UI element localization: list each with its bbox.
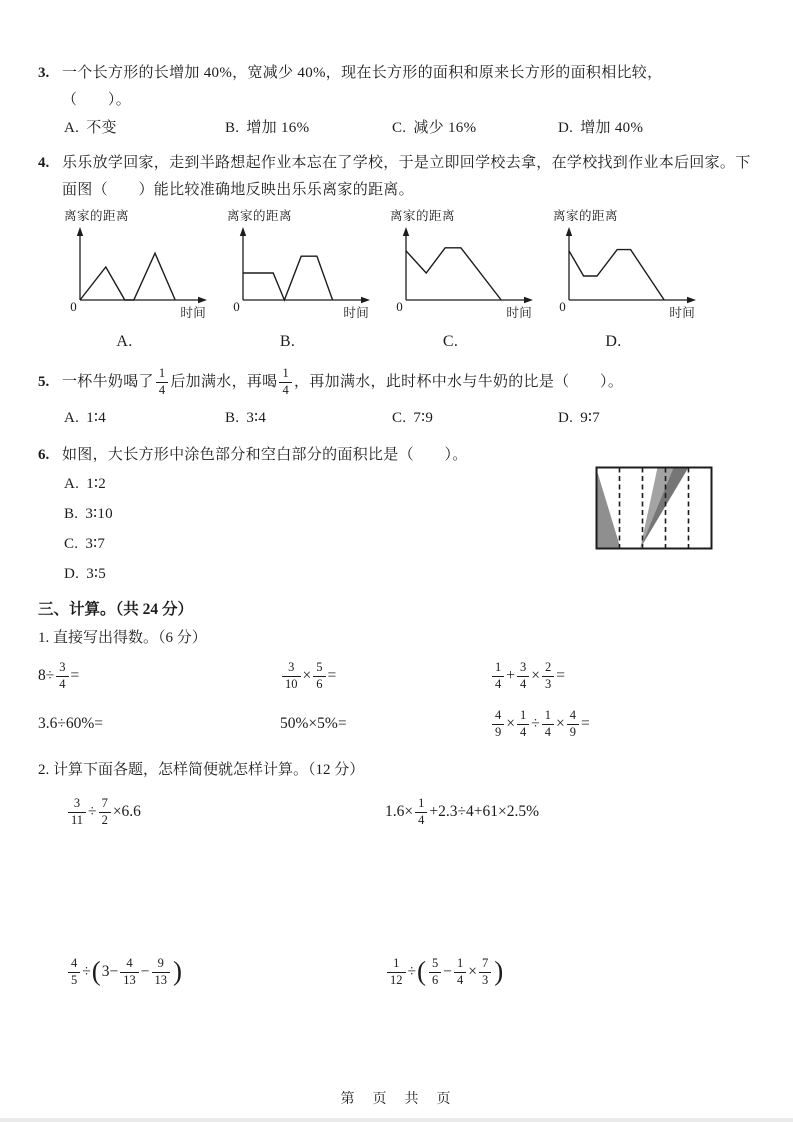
graph-letter-label: D. (605, 333, 622, 350)
fraction: $\frac{1}{4}$ (492, 661, 504, 692)
math-text: 8÷ (38, 667, 55, 684)
math-text: 3− (101, 963, 119, 980)
fraction: $\frac{1}{4}$ (415, 797, 427, 828)
math-text: × (302, 667, 312, 684)
option-d (64, 559, 755, 589)
svg-text:0: 0 (70, 299, 77, 314)
simplify-calc-row-1 (38, 789, 755, 835)
option-c (392, 115, 558, 142)
math-text: ÷ (407, 963, 417, 980)
option-text: 3∶7 (85, 536, 106, 552)
fraction: $\frac{2}{3}$ (542, 661, 554, 692)
fraction: $\frac{7}{2}$ (99, 797, 111, 828)
rectangle-figure-svg (595, 466, 713, 550)
graph-y-axis-label: 离家的距离 (390, 209, 456, 223)
option-text: 减少 16% (413, 120, 477, 136)
math-text: × (506, 715, 515, 732)
mental-calc-row-2 (38, 703, 755, 745)
question-4 (38, 150, 755, 352)
option-label: D. (64, 566, 80, 582)
svg-text:0: 0 (396, 299, 403, 314)
graph-svg (223, 224, 383, 322)
fraction: $\frac{5}{6}$ (313, 661, 325, 692)
question-6-number: 6. (38, 447, 50, 463)
question-6 (38, 442, 755, 589)
math-text: = (581, 715, 590, 732)
expression (38, 661, 280, 692)
option-text: 3∶4 (246, 410, 267, 426)
question-3-stem: 一个长方形的长增加 40%，宽减少 40%，现在长方形的面积和原来长方形的面积相比较， (62, 65, 663, 81)
math-text: 3.6÷60%= (38, 715, 104, 732)
option-d (558, 405, 755, 432)
question-3-options (62, 115, 755, 142)
svg-text:时间: 时间 (669, 306, 695, 320)
graph-letter-label: C. (442, 333, 459, 350)
option-text: 3∶5 (86, 566, 106, 582)
option-a (64, 115, 225, 142)
math-text: 1.6× (385, 803, 414, 820)
math-text: = (70, 667, 80, 684)
expression (385, 797, 755, 828)
option-label: B. (225, 410, 240, 426)
graph-letter-label: B. (279, 333, 296, 350)
option-label: C. (64, 536, 79, 552)
option-b (225, 405, 392, 432)
math-text: − (140, 963, 150, 980)
svg-text:时间: 时间 (343, 306, 369, 320)
question-3-blank: （ ）。 (62, 92, 132, 108)
fraction: $\frac{1}{4}$ (454, 957, 466, 988)
math-text: × (556, 715, 565, 732)
fraction: $\frac{1}{12}$ (387, 957, 406, 988)
fraction: $\frac{7}{3}$ (479, 957, 491, 988)
expression (280, 661, 490, 692)
mental-calc-row-1 (38, 655, 755, 697)
option-b (225, 115, 392, 142)
option-text: 1∶2 (86, 476, 106, 492)
question-6-stem: 如图，大长方形中涂色部分和空白部分的面积比是（ ）。 (62, 447, 468, 463)
math-text: × (531, 667, 540, 684)
option-text: 增加 16% (246, 120, 310, 136)
fraction: $\frac{3}{4}$ (56, 661, 68, 692)
option-text: 不变 (86, 120, 117, 136)
distance-time-graph-b (223, 224, 386, 332)
expression (280, 715, 490, 733)
parenthesis: ( (91, 955, 101, 986)
parenthesis: ) (494, 955, 504, 986)
graph-y-axis-label: 离家的距离 (227, 209, 293, 223)
graph-svg (386, 224, 546, 322)
page-footer: 第 页 共 页 (340, 1092, 453, 1107)
math-text: ÷ (82, 963, 91, 980)
question-4-stem: 乐乐放学回家，走到半路想起作业本忘在了学校，于是立即回学校去拿，在学校找到作业本后回家。下面图（ ）能比较准确地反映出乐乐离家的距离。 (62, 155, 751, 198)
option-label: D. (558, 120, 574, 136)
fraction: $\frac{3}{4}$ (517, 661, 529, 692)
shaded-rectangle-figure (595, 466, 713, 550)
graph-option-a (60, 208, 223, 352)
math-text: ×6.6 (112, 803, 141, 820)
math-text: + (506, 667, 515, 684)
fraction: $\frac{5}{6}$ (429, 957, 441, 988)
option-label: A. (64, 120, 80, 136)
distance-time-graph-a (60, 224, 223, 332)
fraction: $\frac{1}{4}$ (279, 367, 292, 398)
option-label: D. (558, 410, 574, 426)
math-text: − (443, 963, 453, 980)
math-text: ÷ (88, 803, 97, 820)
option-label: A. (64, 410, 80, 426)
math-text: +2.3÷4+61×2.5% (429, 803, 540, 820)
fraction: $\frac{1}{4}$ (517, 709, 529, 740)
option-c (392, 405, 558, 432)
math-text: × (468, 963, 478, 980)
option-text: 3∶10 (85, 506, 113, 522)
fraction: $\frac{4}{9}$ (492, 709, 504, 740)
question-5-options (62, 405, 755, 432)
option-label: B. (64, 506, 79, 522)
expression (66, 797, 385, 828)
option-text: 7∶9 (413, 410, 434, 426)
option-text: 9∶7 (580, 410, 600, 426)
question-5-number: 5. (38, 374, 50, 390)
question-4-number: 4. (38, 155, 50, 171)
graph-y-axis-label: 离家的距离 (553, 209, 619, 223)
expression (38, 715, 280, 733)
math-text: ，再加满水，此时杯中水与牛奶的比是（ ）。 (294, 373, 624, 390)
fraction: $\frac{9}{13}$ (152, 957, 171, 988)
math-text: = (327, 667, 337, 684)
expression (385, 957, 755, 988)
question-5 (38, 360, 755, 432)
graph-svg (60, 224, 220, 322)
simplify-calc-row-2 (38, 947, 755, 997)
option-label: C. (392, 120, 407, 136)
option-label: C. (392, 410, 407, 426)
svg-text:时间: 时间 (180, 306, 206, 320)
option-a (64, 405, 225, 432)
graph-option-b (223, 208, 386, 352)
fraction: $\frac{3}{10}$ (282, 661, 301, 692)
scan-edge (0, 1118, 793, 1122)
parenthesis: ( (417, 955, 427, 986)
option-text: 1∶4 (86, 410, 106, 426)
math-text: 50%×5%= (280, 715, 347, 732)
option-d (558, 115, 755, 142)
section-3-sub2: 2. 计算下面各题，怎样简便就怎样计算。（12 分） (38, 762, 365, 778)
option-label: A. (64, 476, 80, 492)
expression (490, 661, 755, 692)
question-5-stem (62, 360, 623, 404)
svg-text:0: 0 (559, 299, 566, 314)
working-space (38, 835, 755, 941)
svg-text:时间: 时间 (506, 306, 532, 320)
distance-time-graphs (60, 208, 755, 352)
graph-letter-label: A. (116, 333, 133, 350)
distance-time-graph-c (386, 224, 549, 332)
question-3-number: 3. (38, 65, 50, 81)
graph-y-axis-label: 离家的距离 (64, 209, 130, 223)
graph-option-d (549, 208, 712, 352)
option-text: 增加 40% (580, 120, 644, 136)
option-label: B. (225, 120, 240, 136)
question-3 (38, 60, 755, 142)
fraction: $\frac{4}{5}$ (68, 957, 80, 988)
fraction: $\frac{4}{9}$ (567, 709, 579, 740)
expression (490, 709, 755, 740)
fraction: $\frac{3}{11}$ (68, 797, 86, 828)
fraction: $\frac{1}{4}$ (156, 367, 169, 398)
svg-text:0: 0 (233, 299, 240, 314)
graph-option-c (386, 208, 549, 352)
expression (66, 957, 385, 988)
math-text: ÷ (531, 715, 540, 732)
section-3-title: 三、计算。（共 24 分） (38, 601, 194, 618)
graph-svg (549, 224, 709, 322)
fraction: $\frac{4}{13}$ (120, 957, 139, 988)
parenthesis: ) (173, 955, 183, 986)
math-text: = (556, 667, 565, 684)
distance-time-graph-d (549, 224, 712, 332)
math-text: 后加满水，再喝 (170, 373, 278, 390)
section-3-sub1: 1. 直接写出得数。（6 分） (38, 630, 207, 646)
math-text: 一杯牛奶喝了 (62, 373, 154, 390)
fraction: $\frac{1}{4}$ (542, 709, 554, 740)
